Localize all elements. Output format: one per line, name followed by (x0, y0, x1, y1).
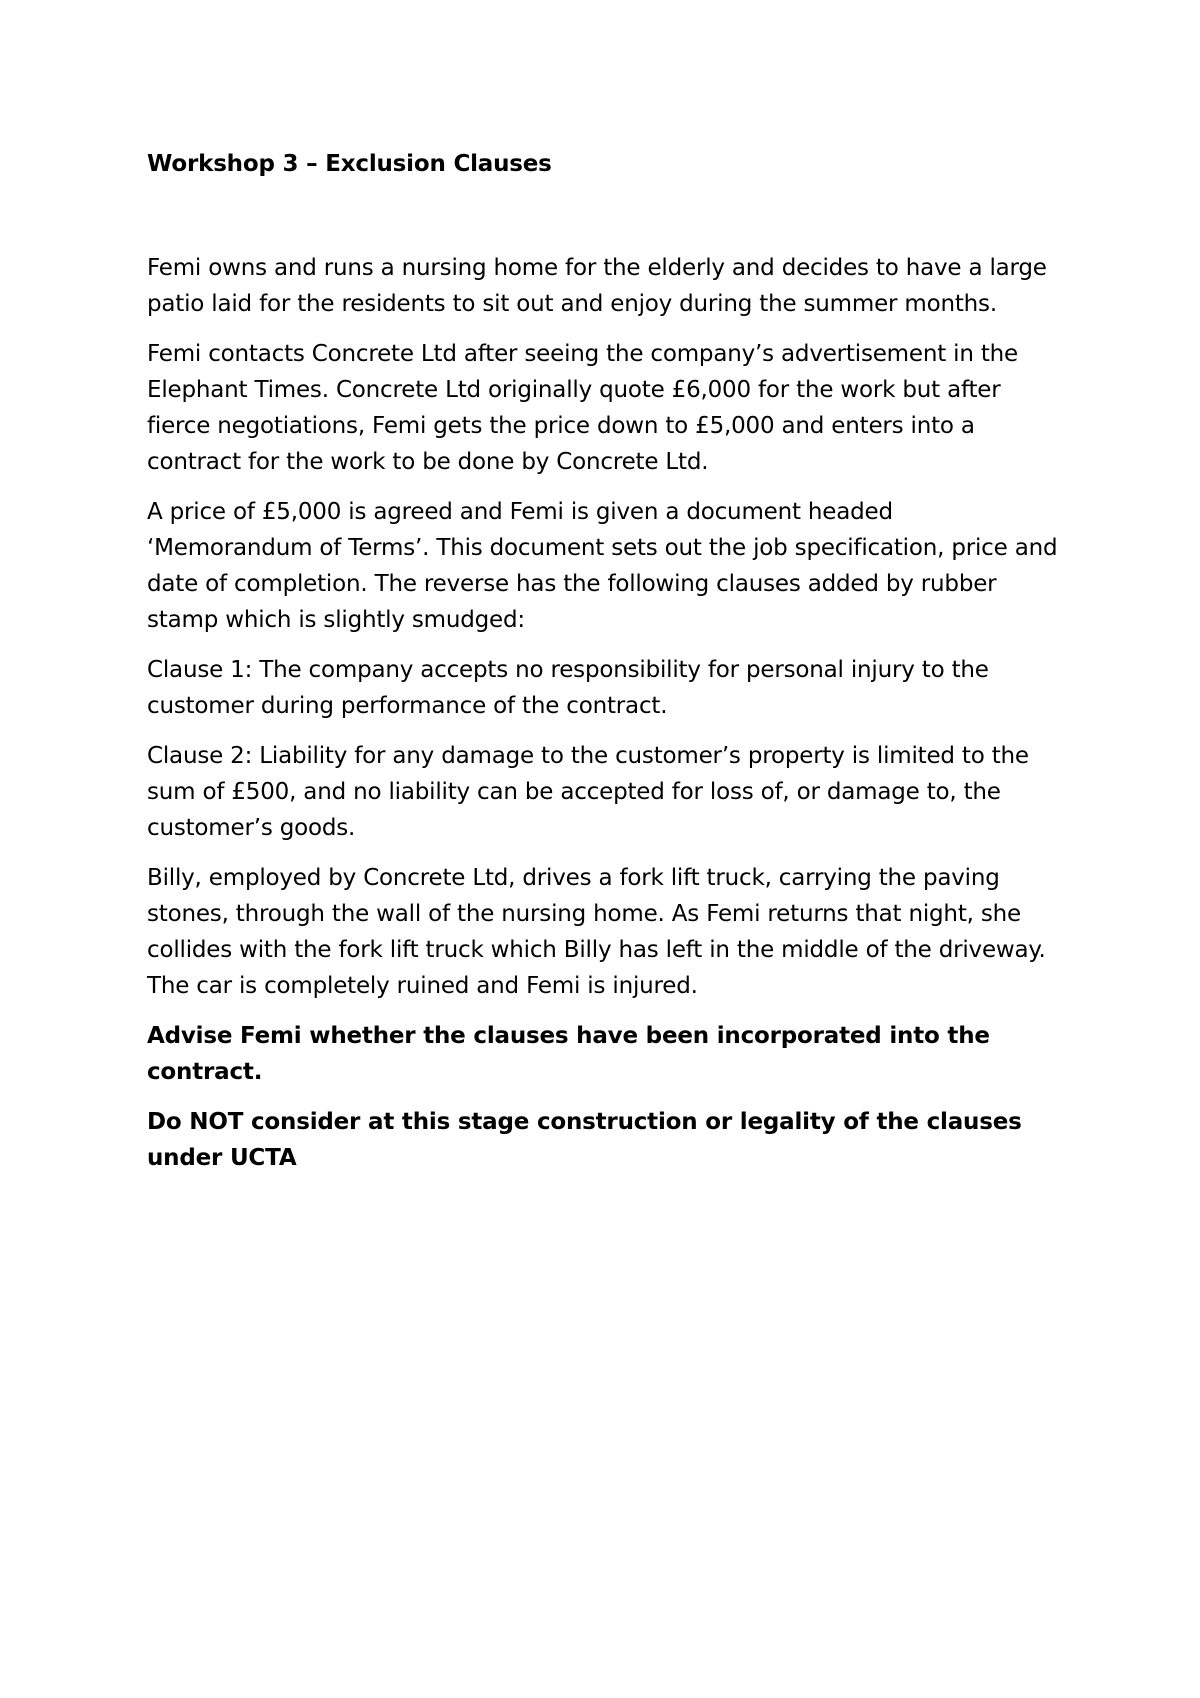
document-body (147, 146, 1063, 1190)
paragraph-clause-2: Clause 2: Liability for any damage to the customer’s property is limited to the sum of £500, and no liability can be accepted for loss of, or damage to, the customer’s goods. (147, 743, 1029, 841)
instruction-do-not-consider: Do NOT consider at this stage construction or legality of the clauses under UCTA (147, 1109, 1022, 1171)
paragraph-negotiation: Femi contacts Concrete Ltd after seeing the company’s advertisement in the Elephant Times. Concrete Ltd originally quote £6,000 for the work but after fierce negotiations, Femi gets the price down to £5,000 and enters into a contract for the work to be done by Concrete Ltd. (147, 341, 1018, 475)
paragraph-scenario-intro: Femi owns and runs a nursing home for the elderly and decides to have a large patio laid for the residents to sit out and enjoy during the summer months. (147, 255, 1047, 317)
document-title: Workshop 3 – Exclusion Clauses (147, 151, 552, 177)
paragraph-clause-1: Clause 1: The company accepts no responsibility for personal injury to the customer during performance of the contract. (147, 657, 989, 719)
paragraph-memorandum: A price of £5,000 is agreed and Femi is given a document headed ‘Memorandum of Terms’. This document sets out the job specification, price and date of completion. The reverse has the following clauses added by rubber stamp which is slightly smudged: (147, 499, 1058, 633)
instruction-advise: Advise Femi whether the clauses have been incorporated into the contract. (147, 1023, 990, 1085)
paragraph-incident: Billy, employed by Concrete Ltd, drives a fork lift truck, carrying the paving stones, through the wall of the nursing home. As Femi returns that night, she collides with the fork lift truck which Billy has left in the middle of the driveway. The car is completely ruined and Femi is injured. (147, 865, 1046, 999)
